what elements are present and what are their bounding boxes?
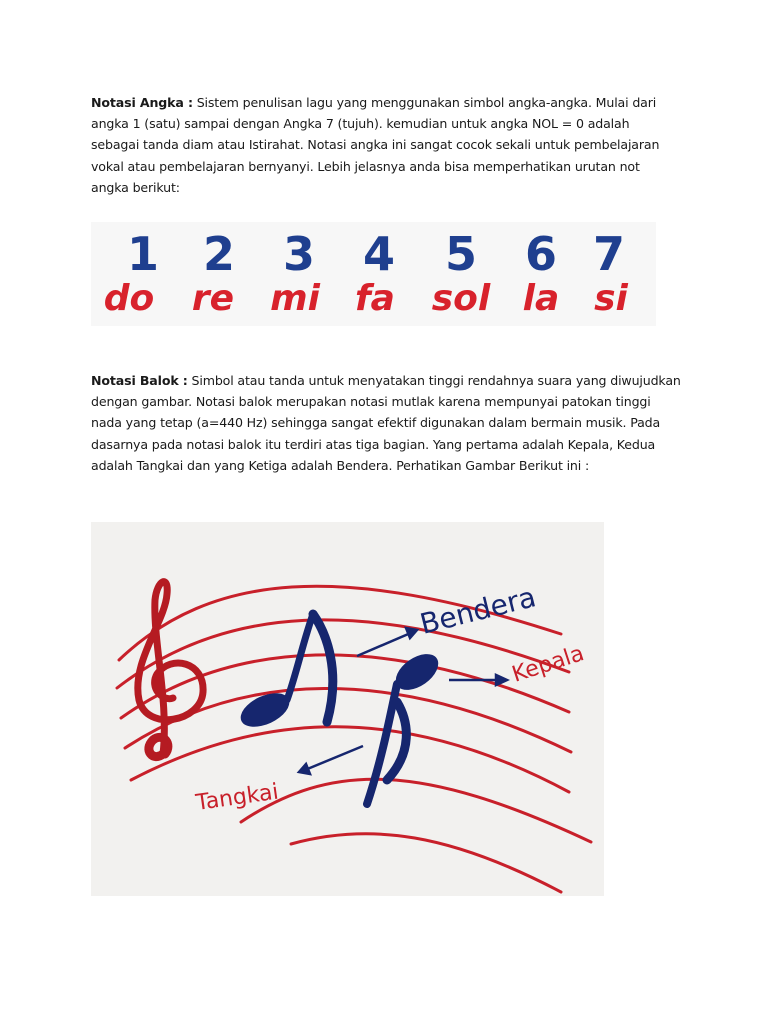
heading-notasi-angka: Notasi Angka : xyxy=(91,95,193,110)
figure-staff-notation xyxy=(91,522,604,896)
note-flag xyxy=(313,614,333,722)
number-7: 7 xyxy=(592,227,626,281)
text-notasi-balok: Simbol atau tanda untuk menyatakan tinggi rendahnya suara yang diwujudkan dengan gambar. Notasi balok merupakan notasi mutlak karena mempunyai patokan tinggi nada yang tetap (a=440 Hz) sehingga sangat efektif digunakan dalam bermain musik. Pada dasarnya pada notasi balok itu terdiri atas tiga bagian. Yang pertama adalah Kepala, Kedua adalah Tangkai dan yang Ketiga adalah Bendera. Perhatikan Gambar Berikut ini : xyxy=(91,373,681,473)
text-notasi-angka: Sistem penulisan lagu yang menggunakan simbol angka-angka. Mulai dari angka 1 (satu) sampai dengan Angka 7 (tujuh). kemudian untuk angka NOL = 0 adalah sebagai tanda diam atau Istirahat. Notasi angka ini sangat cocok sekali untuk pembelajaran vokal atau pembelajaran bernyanyi. Lebih jelasnya anda bisa memperhatikan urutan not angka berikut: xyxy=(91,95,660,195)
label-tangkai: Tangkai xyxy=(194,779,281,816)
syllable-si: si xyxy=(594,278,628,319)
staff-lines xyxy=(117,586,591,892)
syllable-do: do xyxy=(103,278,155,319)
paragraph-notasi-angka xyxy=(91,92,681,198)
treble-clef-icon xyxy=(138,582,203,757)
syllable-la: la xyxy=(522,278,560,319)
number-6: 6 xyxy=(524,227,558,281)
number-2: 2 xyxy=(202,227,236,281)
number-1: 1 xyxy=(126,227,160,281)
number-5: 5 xyxy=(444,227,478,281)
heading-notasi-balok: Notasi Balok : xyxy=(91,373,188,388)
figure-number-notation xyxy=(91,222,656,326)
syllable-fa: fa xyxy=(355,278,395,319)
number-3: 3 xyxy=(282,227,316,281)
eighth-notes xyxy=(236,614,445,804)
syllable-mi: mi xyxy=(270,278,320,319)
paragraph-notasi-balok xyxy=(91,370,681,476)
syllable-re: re xyxy=(191,278,235,319)
label-bendera: Bendera xyxy=(416,580,540,641)
syllable-sol: sol xyxy=(431,278,491,319)
label-kepala: Kepala xyxy=(509,641,588,688)
number-notation-svg xyxy=(91,222,656,326)
staff-notation-svg xyxy=(91,522,604,896)
number-4: 4 xyxy=(362,227,396,281)
